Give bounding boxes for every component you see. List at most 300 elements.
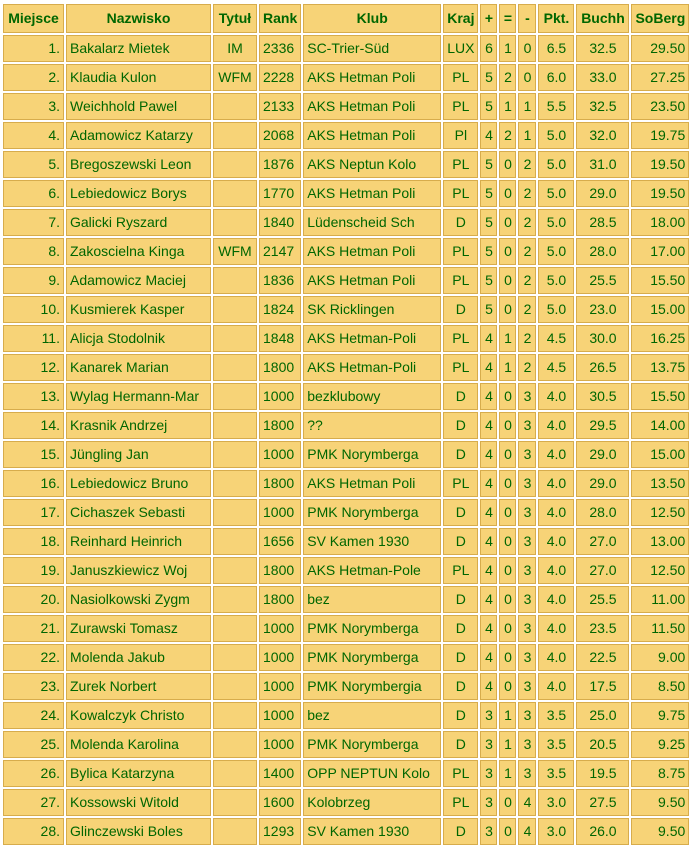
cell-rank: 2068 (259, 122, 301, 149)
cell-name: Galicki Ryszard (66, 209, 211, 236)
cell-name: Lebiedowicz Borys (66, 180, 211, 207)
cell-wins: 5 (480, 93, 497, 120)
cell-club: PMK Norymberga (303, 644, 441, 671)
table-row (3, 789, 689, 816)
cell-sonneborn-berger: 12.50 (631, 499, 689, 526)
header-sonneborn-berger: SoBerg (631, 4, 689, 33)
cell-name: Krasnik Andrzej (66, 412, 211, 439)
cell-buchholz: 28.5 (576, 209, 629, 236)
cell-place: 11. (3, 325, 64, 352)
table-row (3, 470, 689, 497)
cell-sonneborn-berger: 13.75 (631, 354, 689, 381)
cell-buchholz: 25.0 (576, 702, 629, 729)
cell-title (213, 644, 257, 671)
table-row (3, 615, 689, 642)
table-row (3, 586, 689, 613)
cell-losses: 2 (518, 296, 536, 323)
cell-country: PL (443, 470, 478, 497)
cell-club: bez (303, 702, 441, 729)
cell-club: AKS Hetman Poli (303, 238, 441, 265)
cell-losses: 2 (518, 238, 536, 265)
cell-country: PL (443, 64, 478, 91)
header-klub: Klub (303, 4, 441, 33)
table-header (3, 4, 689, 33)
cell-buchholz: 23.5 (576, 615, 629, 642)
cell-club: AKS Hetman Poli (303, 180, 441, 207)
cell-buchholz: 25.5 (576, 586, 629, 613)
cell-club: PMK Norymberga (303, 499, 441, 526)
cell-losses: 3 (518, 615, 536, 642)
cell-club: AKS Neptun Kolo (303, 151, 441, 178)
cell-buchholz: 32.5 (576, 35, 629, 62)
cell-buchholz: 33.0 (576, 64, 629, 91)
cell-rank: 2228 (259, 64, 301, 91)
cell-points: 3.5 (538, 760, 574, 787)
cell-name: Glinczewski Boles (66, 818, 211, 845)
cell-place: 9. (3, 267, 64, 294)
cell-rank: 1876 (259, 151, 301, 178)
cell-rank: 1656 (259, 528, 301, 555)
header-draws: = (499, 4, 516, 33)
cell-club: PMK Norymberga (303, 615, 441, 642)
cell-draws: 0 (499, 267, 516, 294)
cell-country: D (443, 586, 478, 613)
cell-club: SC-Trier-Süd (303, 35, 441, 62)
cell-name: Kossowski Witold (66, 789, 211, 816)
table-row (3, 325, 689, 352)
cell-buchholz: 31.0 (576, 151, 629, 178)
cell-title (213, 267, 257, 294)
cell-buchholz: 19.5 (576, 760, 629, 787)
cell-losses: 4 (518, 818, 536, 845)
cell-buchholz: 25.5 (576, 267, 629, 294)
cell-sonneborn-berger: 13.00 (631, 528, 689, 555)
cell-losses: 1 (518, 93, 536, 120)
cell-buchholz: 30.0 (576, 325, 629, 352)
cell-sonneborn-berger: 8.50 (631, 673, 689, 700)
cell-club: AKS Hetman Poli (303, 93, 441, 120)
table-row (3, 180, 689, 207)
cell-losses: 3 (518, 412, 536, 439)
cell-title (213, 354, 257, 381)
cell-sonneborn-berger: 9.50 (631, 818, 689, 845)
cell-draws: 0 (499, 441, 516, 468)
cell-name: Kanarek Marian (66, 354, 211, 381)
cell-club: AKS Hetman Poli (303, 267, 441, 294)
cell-place: 24. (3, 702, 64, 729)
cell-club: AKS Hetman Poli (303, 470, 441, 497)
cell-draws: 0 (499, 818, 516, 845)
cell-place: 19. (3, 557, 64, 584)
cell-points: 4.5 (538, 354, 574, 381)
cell-wins: 4 (480, 586, 497, 613)
cell-place: 12. (3, 354, 64, 381)
cell-sonneborn-berger: 13.50 (631, 470, 689, 497)
cell-losses: 4 (518, 789, 536, 816)
cell-buchholz: 23.0 (576, 296, 629, 323)
table-row (3, 818, 689, 845)
cell-rank: 1000 (259, 441, 301, 468)
cell-name: Zakoscielna Kinga (66, 238, 211, 265)
cell-buchholz: 32.5 (576, 93, 629, 120)
cell-wins: 4 (480, 325, 497, 352)
cell-club: AKS Hetman-Poli (303, 325, 441, 352)
cell-sonneborn-berger: 15.50 (631, 267, 689, 294)
cell-club: AKS Hetman Poli (303, 64, 441, 91)
cell-losses: 3 (518, 760, 536, 787)
table-row (3, 528, 689, 555)
cell-title (213, 93, 257, 120)
cell-place: 1. (3, 35, 64, 62)
table-row (3, 702, 689, 729)
cell-points: 5.0 (538, 151, 574, 178)
cell-name: Zurek Norbert (66, 673, 211, 700)
cell-draws: 0 (499, 383, 516, 410)
cell-rank: 1848 (259, 325, 301, 352)
header-miejsce: Miejsce (3, 4, 64, 33)
cell-wins: 4 (480, 557, 497, 584)
header-kraj: Kraj (443, 4, 478, 33)
cell-draws: 0 (499, 209, 516, 236)
cell-points: 4.0 (538, 441, 574, 468)
cell-title (213, 615, 257, 642)
cell-points: 5.0 (538, 180, 574, 207)
cell-country: LUX (443, 35, 478, 62)
cell-draws: 0 (499, 180, 516, 207)
cell-losses: 3 (518, 644, 536, 671)
cell-points: 4.0 (538, 383, 574, 410)
cell-title (213, 557, 257, 584)
cell-points: 3.0 (538, 789, 574, 816)
header-wins: + (480, 4, 497, 33)
cell-losses: 3 (518, 586, 536, 613)
cell-club: Kolobrzeg (303, 789, 441, 816)
cell-wins: 5 (480, 296, 497, 323)
cell-wins: 4 (480, 499, 497, 526)
cell-country: D (443, 644, 478, 671)
cell-sonneborn-berger: 19.50 (631, 180, 689, 207)
cell-country: PL (443, 238, 478, 265)
cell-sonneborn-berger: 29.50 (631, 35, 689, 62)
cell-draws: 0 (499, 412, 516, 439)
cell-country: PL (443, 354, 478, 381)
cell-title (213, 818, 257, 845)
cell-points: 3.5 (538, 702, 574, 729)
cell-title (213, 499, 257, 526)
cell-draws: 0 (499, 557, 516, 584)
cell-title: WFM (213, 64, 257, 91)
cell-points: 4.0 (538, 470, 574, 497)
cell-buchholz: 30.5 (576, 383, 629, 410)
cell-points: 4.5 (538, 325, 574, 352)
cell-draws: 0 (499, 470, 516, 497)
cell-country: D (443, 702, 478, 729)
cell-rank: 1000 (259, 615, 301, 642)
cell-points: 3.5 (538, 731, 574, 758)
cell-losses: 0 (518, 64, 536, 91)
cell-wins: 5 (480, 238, 497, 265)
cell-draws: 0 (499, 673, 516, 700)
cell-buchholz: 27.0 (576, 557, 629, 584)
cell-buchholz: 29.0 (576, 470, 629, 497)
cell-buchholz: 29.5 (576, 412, 629, 439)
cell-points: 5.0 (538, 267, 574, 294)
cell-title (213, 122, 257, 149)
cell-sonneborn-berger: 11.00 (631, 586, 689, 613)
cell-buchholz: 26.0 (576, 818, 629, 845)
cell-name: Bakalarz Mietek (66, 35, 211, 62)
cell-place: 2. (3, 64, 64, 91)
cell-country: D (443, 296, 478, 323)
cell-sonneborn-berger: 19.75 (631, 122, 689, 149)
cell-name: Bylica Katarzyna (66, 760, 211, 787)
cell-sonneborn-berger: 15.50 (631, 383, 689, 410)
cell-buchholz: 29.0 (576, 180, 629, 207)
cell-rank: 1800 (259, 354, 301, 381)
cell-name: Molenda Jakub (66, 644, 211, 671)
cell-wins: 5 (480, 151, 497, 178)
cell-club: Lüdenscheid Sch (303, 209, 441, 236)
cell-wins: 4 (480, 644, 497, 671)
cell-wins: 5 (480, 209, 497, 236)
cell-place: 6. (3, 180, 64, 207)
cell-draws: 0 (499, 528, 516, 555)
cell-place: 26. (3, 760, 64, 787)
cell-losses: 2 (518, 180, 536, 207)
cell-losses: 0 (518, 35, 536, 62)
header-losses: - (518, 4, 536, 33)
cell-points: 4.0 (538, 499, 574, 526)
cell-title (213, 470, 257, 497)
cell-club: SK Ricklingen (303, 296, 441, 323)
table-row (3, 209, 689, 236)
cell-rank: 1000 (259, 383, 301, 410)
cell-place: 20. (3, 586, 64, 613)
cell-sonneborn-berger: 8.75 (631, 760, 689, 787)
cell-sonneborn-berger: 18.00 (631, 209, 689, 236)
cell-wins: 3 (480, 760, 497, 787)
standings-table (1, 2, 691, 847)
cell-sonneborn-berger: 15.00 (631, 441, 689, 468)
table-row (3, 760, 689, 787)
cell-points: 3.0 (538, 818, 574, 845)
table-row (3, 151, 689, 178)
cell-draws: 1 (499, 731, 516, 758)
cell-country: Pl (443, 122, 478, 149)
cell-losses: 1 (518, 122, 536, 149)
cell-title: IM (213, 35, 257, 62)
cell-country: PL (443, 760, 478, 787)
cell-place: 13. (3, 383, 64, 410)
cell-club: PMK Norymberga (303, 441, 441, 468)
cell-rank: 1800 (259, 557, 301, 584)
cell-place: 15. (3, 441, 64, 468)
cell-losses: 3 (518, 383, 536, 410)
cell-losses: 3 (518, 731, 536, 758)
cell-wins: 5 (480, 267, 497, 294)
cell-country: PL (443, 557, 478, 584)
header-tytul: Tytuł (213, 4, 257, 33)
cell-sonneborn-berger: 14.00 (631, 412, 689, 439)
cell-title (213, 441, 257, 468)
cell-points: 4.0 (538, 644, 574, 671)
cell-place: 27. (3, 789, 64, 816)
cell-points: 6.0 (538, 64, 574, 91)
cell-club: SV Kamen 1930 (303, 528, 441, 555)
table-row (3, 557, 689, 584)
cell-wins: 4 (480, 470, 497, 497)
table-row (3, 673, 689, 700)
cell-points: 5.0 (538, 238, 574, 265)
cell-wins: 4 (480, 615, 497, 642)
cell-title: WFM (213, 238, 257, 265)
cell-title (213, 528, 257, 555)
cell-rank: 1000 (259, 644, 301, 671)
header-nazwisko: Nazwisko (66, 4, 211, 33)
cell-draws: 1 (499, 35, 516, 62)
cell-place: 18. (3, 528, 64, 555)
cell-wins: 3 (480, 818, 497, 845)
cell-place: 22. (3, 644, 64, 671)
cell-title (213, 702, 257, 729)
cell-wins: 3 (480, 789, 497, 816)
cell-points: 6.5 (538, 35, 574, 62)
cell-wins: 4 (480, 673, 497, 700)
cell-title (213, 673, 257, 700)
cell-wins: 4 (480, 354, 497, 381)
cell-wins: 4 (480, 412, 497, 439)
cell-points: 5.5 (538, 93, 574, 120)
cell-country: D (443, 441, 478, 468)
cell-title (213, 296, 257, 323)
cell-name: Lebiedowicz Bruno (66, 470, 211, 497)
cell-place: 16. (3, 470, 64, 497)
cell-country: D (443, 528, 478, 555)
cell-wins: 6 (480, 35, 497, 62)
cell-points: 4.0 (538, 673, 574, 700)
cell-losses: 2 (518, 354, 536, 381)
cell-rank: 1400 (259, 760, 301, 787)
cell-title (213, 789, 257, 816)
cell-losses: 2 (518, 267, 536, 294)
cell-rank: 1800 (259, 470, 301, 497)
cell-rank: 1000 (259, 673, 301, 700)
cell-buchholz: 22.5 (576, 644, 629, 671)
table-row (3, 238, 689, 265)
cell-points: 5.0 (538, 296, 574, 323)
table-row (3, 383, 689, 410)
cell-title (213, 209, 257, 236)
table-row (3, 441, 689, 468)
cell-club: PMK Norymbergia (303, 673, 441, 700)
cell-buchholz: 32.0 (576, 122, 629, 149)
cell-rank: 1293 (259, 818, 301, 845)
cell-country: D (443, 383, 478, 410)
cell-buchholz: 27.5 (576, 789, 629, 816)
cell-buchholz: 29.0 (576, 441, 629, 468)
cell-name: Klaudia Kulon (66, 64, 211, 91)
cell-title (213, 180, 257, 207)
cell-sonneborn-berger: 19.50 (631, 151, 689, 178)
cell-sonneborn-berger: 12.50 (631, 557, 689, 584)
cell-place: 4. (3, 122, 64, 149)
cell-losses: 2 (518, 151, 536, 178)
cell-name: Adamowicz Maciej (66, 267, 211, 294)
header-row (3, 4, 689, 33)
cell-name: Bregoszewski Leon (66, 151, 211, 178)
cell-sonneborn-berger: 9.25 (631, 731, 689, 758)
header-points: Pkt. (538, 4, 574, 33)
cell-draws: 2 (499, 64, 516, 91)
cell-sonneborn-berger: 17.00 (631, 238, 689, 265)
cell-sonneborn-berger: 9.75 (631, 702, 689, 729)
cell-sonneborn-berger: 11.50 (631, 615, 689, 642)
cell-place: 21. (3, 615, 64, 642)
cell-title (213, 760, 257, 787)
cell-rank: 2336 (259, 35, 301, 62)
cell-country: D (443, 615, 478, 642)
cell-losses: 2 (518, 325, 536, 352)
cell-country: PL (443, 267, 478, 294)
cell-place: 5. (3, 151, 64, 178)
cell-points: 4.0 (538, 557, 574, 584)
cell-points: 4.0 (538, 615, 574, 642)
cell-points: 5.0 (538, 122, 574, 149)
cell-country: D (443, 818, 478, 845)
cell-name: Januszkiewicz Woj (66, 557, 211, 584)
cell-rank: 1800 (259, 412, 301, 439)
cell-name: Kowalczyk Christo (66, 702, 211, 729)
cell-losses: 3 (518, 557, 536, 584)
cell-country: D (443, 673, 478, 700)
cell-place: 10. (3, 296, 64, 323)
cell-buchholz: 28.0 (576, 238, 629, 265)
cell-rank: 1836 (259, 267, 301, 294)
cell-name: Reinhard Heinrich (66, 528, 211, 555)
table-row (3, 499, 689, 526)
cell-club: AKS Hetman-Pole (303, 557, 441, 584)
table-row (3, 644, 689, 671)
cell-rank: 1770 (259, 180, 301, 207)
header-buchholz: Buchh (576, 4, 629, 33)
cell-sonneborn-berger: 9.50 (631, 789, 689, 816)
table-body (3, 35, 689, 845)
cell-buchholz: 28.0 (576, 499, 629, 526)
cell-buchholz: 20.5 (576, 731, 629, 758)
cell-name: Nasiolkowski Zygm (66, 586, 211, 613)
cell-country: D (443, 412, 478, 439)
cell-club: bezklubowy (303, 383, 441, 410)
cell-club: AKS Hetman-Poli (303, 354, 441, 381)
cell-rank: 1000 (259, 499, 301, 526)
table-row (3, 35, 689, 62)
cell-place: 8. (3, 238, 64, 265)
table-row (3, 731, 689, 758)
cell-sonneborn-berger: 16.25 (631, 325, 689, 352)
cell-draws: 1 (499, 325, 516, 352)
cell-country: PL (443, 180, 478, 207)
cell-rank: 2133 (259, 93, 301, 120)
cell-name: Cichaszek Sebasti (66, 499, 211, 526)
cell-sonneborn-berger: 9.00 (631, 644, 689, 671)
cell-draws: 1 (499, 93, 516, 120)
cell-name: Alicja Stodolnik (66, 325, 211, 352)
cell-losses: 3 (518, 470, 536, 497)
cell-place: 3. (3, 93, 64, 120)
cell-name: Wylag Hermann-Mar (66, 383, 211, 410)
cell-draws: 1 (499, 354, 516, 381)
cell-losses: 3 (518, 702, 536, 729)
